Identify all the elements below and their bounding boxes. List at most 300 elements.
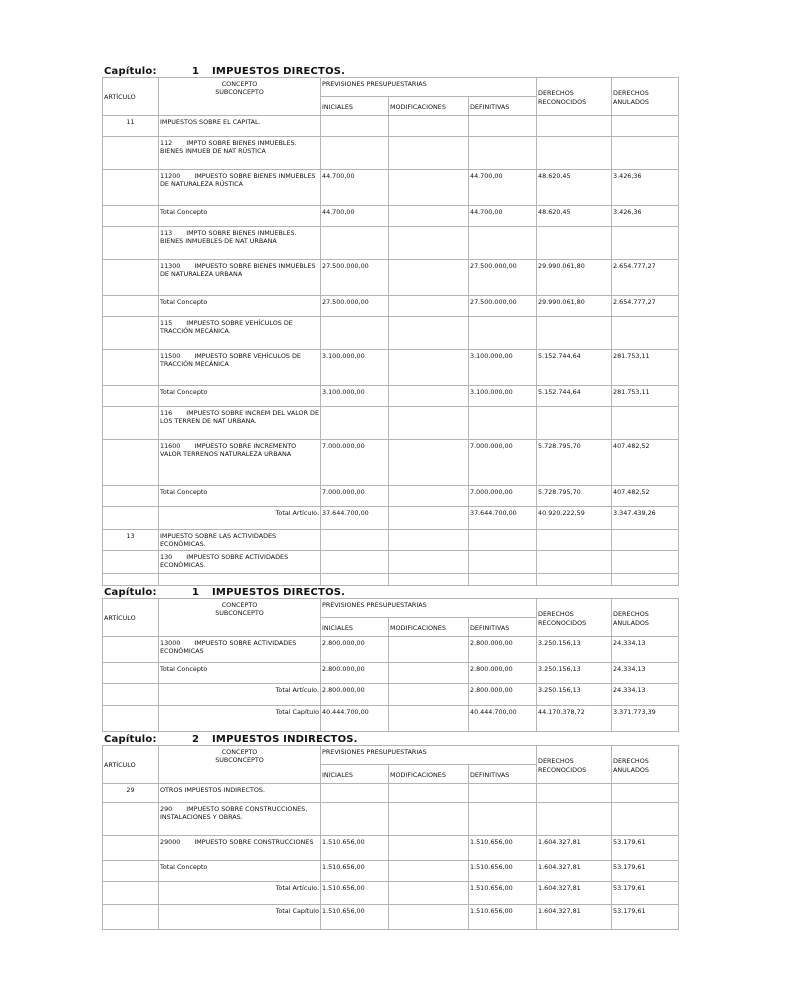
budget-table [102,77,679,586]
iniciales-cell [321,551,389,574]
anulados-cell [612,137,679,170]
articulo-cell [103,905,159,930]
concept-cell [159,350,321,386]
concept-cell [159,507,321,530]
articulo-cell [103,137,159,170]
iniciales-cell [321,861,389,882]
reconocidos-cell-text: 1.604.327,81 [538,907,581,915]
articulo-cell [103,260,159,296]
table-row [103,486,679,507]
header-definitivas [469,765,537,784]
modificaciones-cell [389,317,469,350]
reconocidos-cell-text: 48.620,45 [538,208,571,216]
definitivas-cell-text: 3.100.000,00 [470,388,513,396]
modificaciones-cell [389,170,469,206]
definitivas-cell [469,386,537,407]
anulados-cell [612,386,679,407]
concept-text: Total Concepto [160,298,208,306]
concept-text: IMPTO SOBRE BIENES INMUEBLES. BIENES INMUEB DE NAT RÚSTICA [160,139,297,156]
header-definitivas-text: DEFINITIVAS [470,623,510,632]
iniciales-cell-text: 44.700,00 [322,172,355,180]
anulados-cell [612,803,679,836]
definitivas-cell [469,486,537,507]
table-row [103,882,679,905]
concept-text: IMPUESTO SOBRE BIENES INMUEBLES DE NATURALEZA RÚSTICA [160,172,316,189]
table-row [103,507,679,530]
concept-text: IMPUESTO SOBRE BIENES INMUEBLES DE NATURALEZA URBANA [160,262,316,279]
anulados-cell-text: 3.426,36 [613,208,642,216]
anulados-cell-text: 3.347.439,26 [613,509,656,517]
concept-text: IMPUESTO SOBRE INCREM DEL VALOR DE LOS TERREN DE NAT URBANA. [160,409,320,426]
concept-cell [159,861,321,882]
reconocidos-cell-text: 48.620,45 [538,172,571,180]
definitivas-cell [469,296,537,317]
articulo-cell [103,530,159,551]
anulados-cell-text: 2.654.777,27 [613,262,656,270]
header-definitivas [469,97,537,116]
header-modificaciones-text: MODIFICACIONES [390,770,446,779]
header-previsiones-text: PREVISIONES PRESUPUESTARIAS [322,80,427,88]
table-row [103,684,679,706]
reconocidos-cell [537,706,612,732]
concept-text: Total Concepto [160,388,208,396]
articulo-cell [103,116,159,137]
iniciales-cell [321,803,389,836]
reconocidos-cell [537,116,612,137]
iniciales-cell [321,905,389,930]
concept-text: IMPUESTO SOBRE VEHÍCULOS DE TRACCIÓN MECÁNICA. [160,319,293,336]
iniciales-cell-text: 44.700,00 [322,208,355,216]
articulo-cell [103,206,159,227]
concept-code: 290 [160,805,173,813]
definitivas-cell-text: 7.000.000,00 [470,488,513,496]
iniciales-cell [321,137,389,170]
concept-text: Total Concepto [160,488,208,496]
table-row [103,706,679,732]
definitivas-cell-text: 27.500.000,00 [470,298,517,306]
concept-code: 11500 [160,352,181,360]
concept-cell [159,706,321,732]
header-anulados-text: ANULADOS [613,618,649,627]
iniciales-cell-text: 1.510.656,00 [322,907,365,915]
definitivas-cell [469,260,537,296]
anulados-cell [612,317,679,350]
header-articulo [103,746,159,784]
iniciales-cell [321,206,389,227]
concept-cell [159,905,321,930]
iniciales-cell [321,440,389,486]
reconocidos-cell [537,260,612,296]
header-previsiones [321,78,537,97]
concept-cell [159,227,321,260]
modificaciones-cell [389,407,469,440]
iniciales-cell-text: 1.510.656,00 [322,884,365,892]
iniciales-cell [321,836,389,861]
modificaciones-cell [389,684,469,706]
iniciales-cell [321,386,389,407]
reconocidos-cell [537,684,612,706]
table-row [103,206,679,227]
definitivas-cell [469,663,537,684]
concept-cell [159,317,321,350]
reconocidos-cell [537,350,612,386]
anulados-cell-text: 3.426,36 [613,172,642,180]
anulados-cell [612,530,679,551]
header-concepto-text: CONCEPTO [221,80,258,88]
table-row [103,663,679,684]
definitivas-cell-text: 2.800.000,00 [470,639,513,647]
table-row [103,350,679,386]
definitivas-cell [469,170,537,206]
iniciales-cell [321,784,389,803]
iniciales-cell [321,637,389,663]
iniciales-cell-text: 27.500.000,00 [322,298,369,306]
iniciales-cell [321,706,389,732]
header-derechos-text: DERECHOS [613,757,649,766]
modificaciones-cell [389,574,469,586]
anulados-cell [612,663,679,684]
reconocidos-cell-text: 3.250.156,13 [538,686,581,694]
header-concepto [159,78,321,116]
modificaciones-cell [389,116,469,137]
definitivas-cell-text: 1.510.656,00 [470,838,513,846]
header-iniciales-text: INICIALES [322,770,353,779]
definitivas-cell [469,407,537,440]
concept-code: 29000 [160,838,181,846]
anulados-cell [612,407,679,440]
reconocidos-cell [537,574,612,586]
anulados-cell [612,784,679,803]
anulados-cell [612,116,679,137]
iniciales-cell-text: 2.800.000,00 [322,686,365,694]
table-row [103,386,679,407]
definitivas-cell-text: 3.100.000,00 [470,352,513,360]
concept-cell [159,574,321,586]
definitivas-cell-text: 1.510.656,00 [470,863,513,871]
modificaciones-cell [389,350,469,386]
anulados-cell [612,350,679,386]
anulados-cell-text: 24.334,13 [613,639,646,647]
table-row [103,296,679,317]
budget-table [102,598,679,732]
table-row [103,407,679,440]
modificaciones-cell [389,861,469,882]
anulados-cell-text: 53.179,61 [613,907,646,915]
header-articulo-text: ARTÍCULO [104,93,136,102]
articulo-cell [103,574,159,586]
modificaciones-cell [389,296,469,317]
modificaciones-cell [389,803,469,836]
table-row [103,574,679,586]
header-reconocidos-text: RECONOCIDOS [538,97,587,106]
reconocidos-cell-text: 1.604.327,81 [538,884,581,892]
concept-text: IMPUESTO SOBRE LAS ACTIVIDADES ECONÓMICAS. [160,532,277,549]
articulo-cell [103,386,159,407]
header-derechos-reconocidos [537,599,612,637]
reconocidos-cell [537,296,612,317]
anulados-cell-text: 24.334,13 [613,686,646,694]
iniciales-cell-text: 1.510.656,00 [322,838,365,846]
definitivas-cell-text: 2.800.000,00 [470,686,513,694]
anulados-cell-text: 3.371.773,39 [613,708,656,716]
header-modificaciones [389,618,469,637]
header-derechos-text: DERECHOS [538,757,574,766]
table-row [103,836,679,861]
header-articulo-text: ARTÍCULO [104,761,136,770]
concept-cell [159,530,321,551]
modificaciones-cell [389,905,469,930]
header-concepto-text: CONCEPTO [221,748,258,756]
header-iniciales [321,97,389,116]
concept-text: IMPUESTO SOBRE ACTIVIDADES ECONÓMICAS [160,639,297,656]
definitivas-cell-text: 1.510.656,00 [470,884,513,892]
reconocidos-cell [537,836,612,861]
header-anulados-text: ANULADOS [613,765,649,774]
concept-text: Total Concepto [160,208,208,216]
modificaciones-cell [389,882,469,905]
definitivas-cell [469,227,537,260]
reconocidos-cell [537,551,612,574]
anulados-cell [612,206,679,227]
iniciales-cell [321,574,389,586]
anulados-cell [612,507,679,530]
concept-cell [159,784,321,803]
definitivas-cell [469,882,537,905]
definitivas-cell [469,574,537,586]
iniciales-cell [321,116,389,137]
iniciales-cell-text: 2.800.000,00 [322,639,365,647]
concept-text: IMPUESTO SOBRE INCREMENTO VALOR TERRENOS NATURALEZA URBANA [160,442,297,459]
table-row [103,905,679,930]
reconocidos-cell [537,663,612,684]
header-modificaciones [389,97,469,116]
header-definitivas-text: DEFINITIVAS [470,770,510,779]
anulados-cell-text: 53.179,61 [613,863,646,871]
iniciales-cell [321,296,389,317]
concept-cell [159,486,321,507]
concept-text: IMPUESTO SOBRE CONSTRUCCIONES [194,838,314,846]
concept-cell [159,296,321,317]
anulados-cell [612,684,679,706]
header-iniciales [321,765,389,784]
modificaciones-cell [389,137,469,170]
articulo-cell-text: 13 [126,532,135,540]
articulo-cell [103,836,159,861]
anulados-cell-text: 2.654.777,27 [613,298,656,306]
reconocidos-cell-text: 3.250.156,13 [538,639,581,647]
table-row [103,551,679,574]
reconocidos-cell [537,137,612,170]
definitivas-cell [469,206,537,227]
concept-text: OTROS IMPUESTOS INDIRECTOS. [160,786,265,794]
anulados-cell-text: 407.482,52 [613,442,650,450]
reconocidos-cell [537,803,612,836]
iniciales-cell [321,260,389,296]
modificaciones-cell [389,784,469,803]
header-iniciales [321,618,389,637]
anulados-cell [612,836,679,861]
iniciales-cell [321,486,389,507]
table-row [103,637,679,663]
concept-code: 11300 [160,262,181,270]
articulo-cell [103,507,159,530]
anulados-cell [612,296,679,317]
reconocidos-cell-text: 29.990.061,80 [538,298,585,306]
header-concepto [159,746,321,784]
header-derechos-text: DERECHOS [613,89,649,98]
header-previsiones [321,599,537,618]
articulo-cell [103,637,159,663]
iniciales-cell-text: 2.800.000,00 [322,665,365,673]
definitivas-cell [469,507,537,530]
articulo-cell [103,317,159,350]
definitivas-cell [469,440,537,486]
iniciales-cell-text: 40.444.700,00 [322,708,369,716]
table-row [103,227,679,260]
concept-text: Total Concepto [160,863,208,871]
header-subconcepto-text: SUBCONCEPTO [215,88,264,97]
reconocidos-cell-text: 1.604.327,81 [538,838,581,846]
anulados-cell [612,260,679,296]
concept-code: 113 [160,229,173,237]
header-articulo [103,78,159,116]
concept-cell [159,206,321,227]
anulados-cell [612,170,679,206]
concept-code: 115 [160,319,173,327]
iniciales-cell-text: 7.000.000,00 [322,442,365,450]
anulados-cell [612,551,679,574]
header-subconcepto-text: SUBCONCEPTO [215,609,264,618]
articulo-cell [103,170,159,206]
modificaciones-cell [389,507,469,530]
header-derechos-anulados [612,599,679,637]
articulo-cell [103,296,159,317]
anulados-cell [612,706,679,732]
concept-text: Total Artículo. [275,884,319,892]
reconocidos-cell [537,227,612,260]
definitivas-cell [469,551,537,574]
concept-cell [159,407,321,440]
table-row [103,440,679,486]
definitivas-cell [469,905,537,930]
definitivas-cell-text: 1.510.656,00 [470,907,513,915]
modificaciones-cell [389,530,469,551]
table-row [103,861,679,882]
definitivas-cell [469,116,537,137]
anulados-cell [612,637,679,663]
reconocidos-cell [537,861,612,882]
reconocidos-cell-text: 5.728.795,70 [538,488,581,496]
definitivas-cell [469,637,537,663]
header-anulados-text: ANULADOS [613,97,649,106]
reconocidos-cell [537,637,612,663]
anulados-cell-text: 407.482,52 [613,488,650,496]
concept-code: 130 [160,553,173,561]
iniciales-cell [321,684,389,706]
concept-cell [159,116,321,137]
reconocidos-cell [537,784,612,803]
reconocidos-cell-text: 44.170.378,72 [538,708,585,716]
concept-text: IMPUESTO SOBRE VEHÍCULOS DE TRACCIÓN MECÁNICA [160,352,301,369]
header-definitivas [469,618,537,637]
anulados-cell-text: 281.753,11 [613,352,650,360]
header-previsiones [321,746,537,765]
concept-code: 112 [160,139,173,147]
reconocidos-cell-text: 1.604.327,81 [538,863,581,871]
header-reconocidos-text: RECONOCIDOS [538,765,587,774]
concept-cell [159,170,321,206]
iniciales-cell-text: 3.100.000,00 [322,352,365,360]
reconocidos-cell [537,882,612,905]
anulados-cell-text: 281.753,11 [613,388,650,396]
iniciales-cell [321,663,389,684]
header-derechos-anulados [612,78,679,116]
reconocidos-cell-text: 40.920.222,59 [538,509,585,517]
reconocidos-cell [537,905,612,930]
definitivas-cell [469,803,537,836]
articulo-cell [103,803,159,836]
concept-code: 11200 [160,172,181,180]
definitivas-cell-text: 7.000.000,00 [470,442,513,450]
table-row [103,784,679,803]
reconocidos-cell [537,170,612,206]
concept-text: Total Artículo. [275,509,319,517]
header-iniciales-text: INICIALES [322,623,353,632]
header-modificaciones-text: MODIFICACIONES [390,623,446,632]
iniciales-cell [321,507,389,530]
reconocidos-cell [537,206,612,227]
modificaciones-cell [389,486,469,507]
definitivas-cell-text: 44.700,00 [470,208,503,216]
articulo-cell [103,551,159,574]
articulo-cell-text: 11 [126,118,135,126]
modificaciones-cell [389,663,469,684]
iniciales-cell-text: 7.000.000,00 [322,488,365,496]
concept-cell [159,551,321,574]
iniciales-cell [321,350,389,386]
articulo-cell [103,440,159,486]
anulados-cell [612,486,679,507]
anulados-cell [612,227,679,260]
concept-text: IMPTO SOBRE BIENES INMUEBLES. BIENES INMUEBLES DE NAT URBANA [160,229,297,246]
definitivas-cell [469,784,537,803]
header-derechos-text: DERECHOS [538,89,574,98]
concept-text: Total Capítulo [275,907,319,915]
modificaciones-cell [389,260,469,296]
iniciales-cell-text: 27.500.000,00 [322,262,369,270]
definitivas-cell-text: 40.444.700,00 [470,708,517,716]
articulo-cell [103,407,159,440]
table-row [103,170,679,206]
reconocidos-cell-text: 29.990.061,80 [538,262,585,270]
table-row [103,317,679,350]
concept-text: Total Artículo. [275,686,319,694]
articulo-cell [103,486,159,507]
modificaciones-cell [389,227,469,260]
iniciales-cell [321,407,389,440]
articulo-cell [103,227,159,260]
reconocidos-cell [537,530,612,551]
iniciales-cell [321,530,389,551]
anulados-cell [612,861,679,882]
concept-cell [159,882,321,905]
definitivas-cell [469,350,537,386]
definitivas-cell-text: 2.800.000,00 [470,665,513,673]
concept-text: IMPUESTO SOBRE CONSTRUCCIONES, INSTALACIONES Y OBRAS. [160,805,308,822]
reconocidos-cell [537,317,612,350]
modificaciones-cell [389,440,469,486]
concept-text: Total Capítulo [275,708,319,716]
